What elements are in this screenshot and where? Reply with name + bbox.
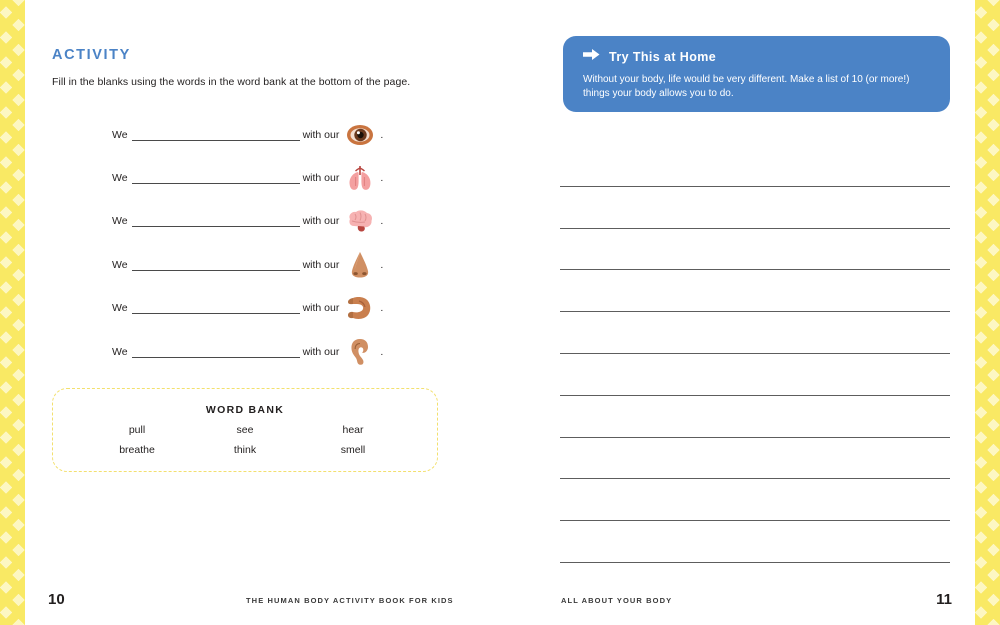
page-number-right: 11 (936, 591, 952, 608)
word-bank-item: think (233, 444, 257, 456)
fill-in-row (0, 287, 500, 330)
callout-body-text: Without your body, life would be very different. Make a list of 10 (or more!) things your body allows you to do. (583, 74, 910, 99)
word-bank-grid (53, 424, 437, 456)
word-bank-item: breathe (119, 444, 155, 456)
sentence-prefix: We (112, 215, 128, 228)
brain-icon (345, 206, 375, 236)
word-bank-item: see (236, 424, 254, 436)
writing-line[interactable] (560, 270, 950, 312)
nose-icon (345, 250, 375, 280)
writing-line[interactable] (560, 438, 950, 480)
ear-icon (345, 337, 375, 367)
sentence-prefix: We (112, 172, 128, 185)
instructions-text: Fill in the blanks using the words in the word bank at the bottom of the page. (52, 76, 411, 88)
sentence-prefix: We (112, 345, 128, 358)
fill-in-row (0, 156, 500, 199)
fill-in-row (0, 200, 500, 243)
writing-line[interactable] (560, 145, 950, 187)
sentence-prefix: We (112, 128, 128, 141)
sentence-middle: with our (302, 128, 340, 141)
word-bank-item: hear (342, 424, 364, 436)
sentence-middle: with our (302, 258, 340, 271)
writing-line[interactable] (560, 229, 950, 271)
fill-in-row (0, 243, 500, 286)
word-bank-box (52, 388, 438, 472)
running-head-right: ALL ABOUT YOUR BODY (561, 596, 673, 605)
sentence-period: . (380, 172, 384, 185)
fill-in-row (0, 113, 500, 156)
writing-line[interactable] (560, 479, 950, 521)
writing-line[interactable] (560, 396, 950, 438)
blank-field[interactable] (132, 215, 300, 227)
blank-field[interactable] (132, 346, 300, 358)
fill-in-rows (0, 113, 500, 373)
sentence-period: . (380, 345, 384, 358)
writing-line[interactable] (560, 521, 950, 563)
callout-header (583, 48, 930, 66)
sentence-middle: with our (302, 215, 340, 228)
callout-title: Try This at Home (609, 50, 717, 64)
try-this-at-home-callout (563, 36, 950, 112)
sentence-period: . (380, 215, 384, 228)
left-page-footer (0, 577, 500, 625)
running-head-left: THE HUMAN BODY ACTIVITY BOOK FOR KIDS (246, 596, 454, 605)
sentence-middle: with our (302, 172, 340, 185)
right-page-footer (500, 577, 1000, 625)
page-number-left: 10 (48, 591, 65, 608)
writing-line[interactable] (560, 312, 950, 354)
sentence-period: . (380, 258, 384, 271)
sentence-middle: with our (302, 345, 340, 358)
word-bank-item: pull (128, 424, 146, 436)
right-page (500, 0, 1000, 625)
lungs-icon (345, 163, 375, 193)
sentence-period: . (380, 128, 384, 141)
word-bank-item: smell (340, 444, 366, 456)
eye-icon (345, 120, 375, 150)
writing-line[interactable] (560, 187, 950, 229)
sentence-middle: with our (302, 302, 340, 315)
sentence-prefix: We (112, 302, 128, 315)
blank-field[interactable] (132, 129, 300, 141)
blank-field[interactable] (132, 172, 300, 184)
fill-in-row (0, 330, 500, 373)
blank-field[interactable] (132, 259, 300, 271)
blank-field[interactable] (132, 302, 300, 314)
sentence-prefix: We (112, 258, 128, 271)
writing-lines-area (560, 145, 950, 563)
page-title: ACTIVITY (52, 47, 131, 63)
arrow-right-icon (583, 48, 600, 66)
writing-line[interactable] (560, 354, 950, 396)
sentence-period: . (380, 302, 384, 315)
word-bank-title: WORD BANK (205, 404, 285, 416)
muscle-icon (345, 293, 375, 323)
